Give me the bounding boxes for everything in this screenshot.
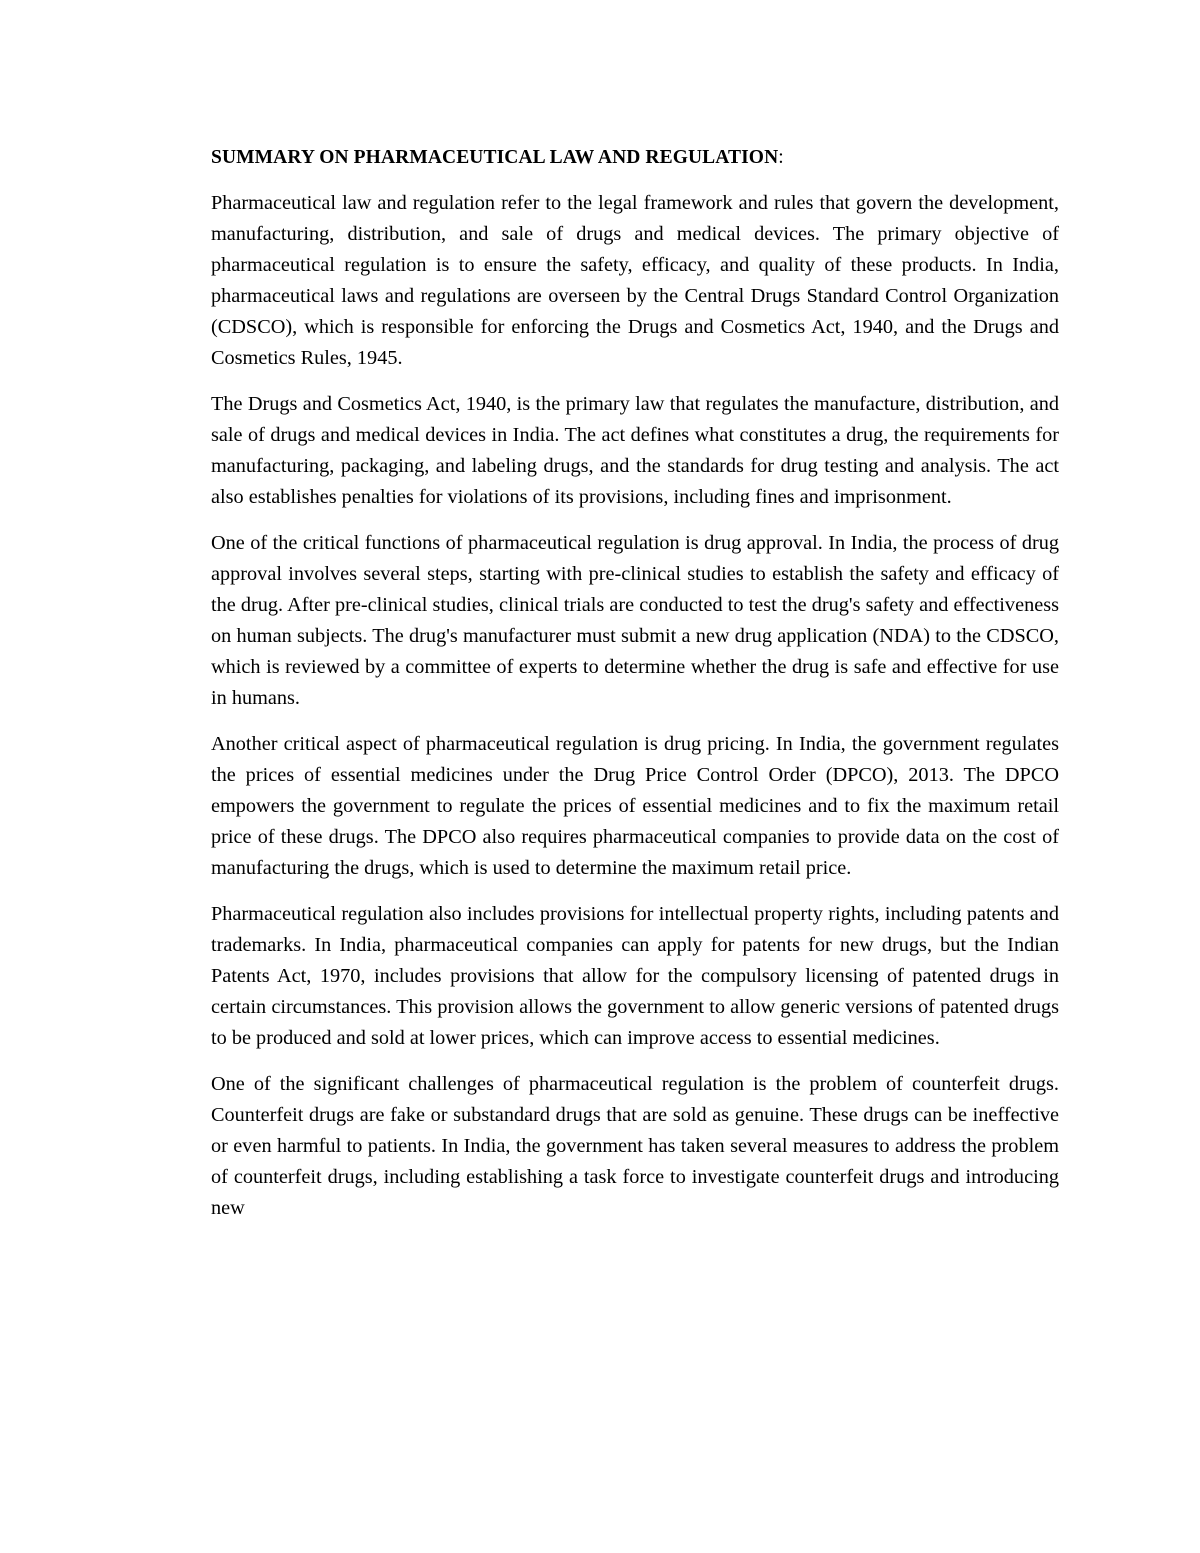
paragraph-drugs-cosmetics-act: The Drugs and Cosmetics Act, 1940, is the primary law that regulates the manufacture, distribution, and sale of drugs and medical devices in India. The act defines what constitutes a drug, the requirements for manufacturing, packaging, and labeling drugs, and the standards for drug testing and analysis. The act also establishes penalties for violations of its provisions, including fines and imprisonment. bbox=[211, 393, 1059, 508]
document-title-colon: : bbox=[778, 147, 784, 168]
paragraph-counterfeit-drugs: One of the significant challenges of pharmaceutical regulation is the problem of counterfeit drugs. Counterfeit drugs are fake or substandard drugs that are sold as genuine. These drugs can be ineffective or even harmful to patients. In India, the government has taken several measures to address the problem of counterfeit drugs, including establishing a task force to investigate counterfeit drugs and introducing new bbox=[211, 1073, 1059, 1219]
document-title bbox=[211, 143, 1059, 173]
document-title-text: SUMMARY ON PHARMACEUTICAL LAW AND REGULATION bbox=[211, 147, 779, 168]
paragraph-overview: Pharmaceutical law and regulation refer to the legal framework and rules that govern the development, manufacturing, distribution, and sale of drugs and medical devices. The primary objective of pharmaceutical regulation is to ensure the safety, efficacy, and quality of these products. In India, pharmaceutical laws and regulations are overseen by the Central Drugs Standard Control Organization (CDSCO), which is responsible for enforcing the Drugs and Cosmetics Act, 1940, and the Drugs and Cosmetics Rules, 1945. bbox=[211, 192, 1059, 369]
paragraph-intellectual-property: Pharmaceutical regulation also includes provisions for intellectual property rights, including patents and trademarks. In India, pharmaceutical companies can apply for patents for new drugs, but the Indian Patents Act, 1970, includes provisions that allow for the compulsory licensing of patented drugs in certain circumstances. This provision allows the government to allow generic versions of patented drugs to be produced and sold at lower prices, which can improve access to essential medicines. bbox=[211, 903, 1059, 1049]
document-body bbox=[211, 143, 1059, 1239]
paragraph-drug-pricing: Another critical aspect of pharmaceutical regulation is drug pricing. In India, the government regulates the prices of essential medicines under the Drug Price Control Order (DPCO), 2013. The DPCO empowers the government to regulate the prices of essential medicines and to fix the maximum retail price of these drugs. The DPCO also requires pharmaceutical companies to provide data on the cost of manufacturing the drugs, which is used to determine the maximum retail price. bbox=[211, 733, 1059, 879]
paragraph-drug-approval: One of the critical functions of pharmaceutical regulation is drug approval. In India, the process of drug approval involves several steps, starting with pre-clinical studies to establish the safety and efficacy of the drug. After pre-clinical studies, clinical trials are conducted to test the drug's safety and effectiveness on human subjects. The drug's manufacturer must submit a new drug application (NDA) to the CDSCO, which is reviewed by a committee of experts to determine whether the drug is safe and effective for use in humans. bbox=[211, 532, 1059, 709]
